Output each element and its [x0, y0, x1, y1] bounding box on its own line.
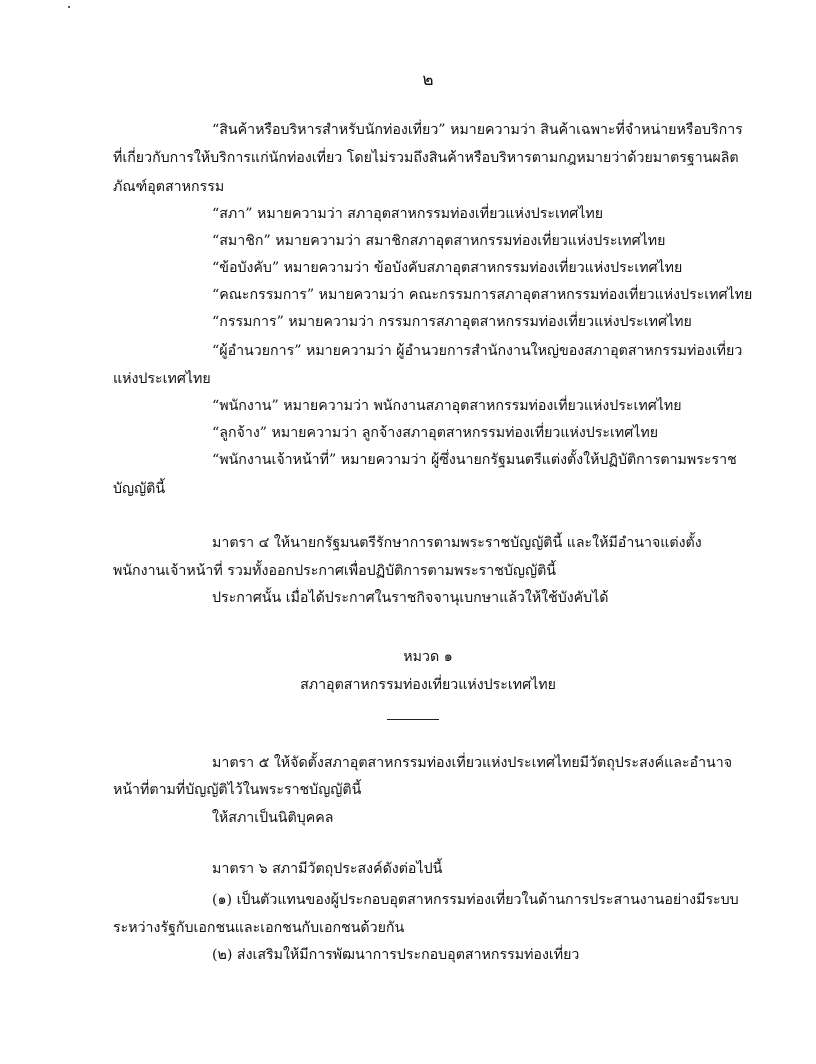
definition-line: “ลูกจ้าง” หมายความว่า ลูกจ้างสภาอุตสาหกรรมท่องเที่ยวแห่งประเทศไทย	[212, 425, 659, 441]
definition-line: “คณะกรรมการ” หมายความว่า คณะกรรมการสภาอุตสาหกรรมท่องเที่ยวแห่งประเทศไทย	[212, 287, 753, 303]
definition-line: “ข้อบังคับ” หมายความว่า ข้อบังคับสภาอุตสาหกรรมท่องเที่ยวแห่งประเทศไทย	[212, 260, 683, 276]
definition-line: “กรรมการ” หมายความว่า กรรมการสภาอุตสาหกรรมท่องเที่ยวแห่งประเทศไทย	[212, 314, 692, 330]
section-6-item: (๒) ส่งเสริมให้มีการพัฒนาการประกอบอุตสาหกรรมท่องเที่ยว	[212, 947, 580, 963]
definition-line: ภัณฑ์อุตสาหกรรม	[113, 179, 225, 195]
definition-line: “ผู้อำนวยการ” หมายความว่า ผู้อำนวยการสำนักงานใหญ่ของสภาอุตสาหกรรมท่องเที่ยว	[212, 343, 743, 359]
definition-line: “สินค้าหรือบริหารสำหรับนักท่องเที่ยว” หมายความว่า สินค้าเฉพาะที่จำหน่ายหรือบริการ	[212, 122, 743, 138]
section-4-line: ประกาศนั้น เมื่อได้ประกาศในราชกิจจานุเบกษาแล้วให้ใช้บังคับได้	[212, 590, 609, 606]
chapter-number: หมวด ๑	[403, 649, 453, 665]
definition-line: แห่งประเทศไทย	[113, 371, 211, 387]
definition-line: ที่เกี่ยวกับการให้บริการแก่นักท่องเที่ยว โดยไม่รวมถึงสินค้าหรือบริหารตามกฎหมายว่าด้วยมาตรฐานผลิต	[113, 150, 739, 166]
chapter-title: สภาอุตสาหกรรมท่องเที่ยวแห่งประเทศไทย	[300, 677, 556, 693]
definition-line: บัญญัตินี้	[113, 481, 166, 497]
section-5-line: มาตรา ๕ ให้จัดตั้งสภาอุตสาหกรรมท่องเที่ยวแห่งประเทศไทยมีวัตถุประสงค์และอำนาจ	[212, 755, 733, 771]
section-5-line: หน้าที่ตามที่บัญญัติไว้ในพระราชบัญญัตินี้	[113, 782, 362, 798]
section-6-item: (๑) เป็นตัวแทนของผู้ประกอบอุตสาหกรรมท่องเที่ยวในด้านการประสานงานอย่างมีระบบ	[212, 892, 739, 908]
definition-line: “สมาชิก” หมายความว่า สมาชิกสภาอุตสาหกรรมท่องเที่ยวแห่งประเทศไทย	[212, 233, 666, 249]
section-6-heading: มาตรา ๖ สภามีวัตถุประสงค์ดังต่อไปนี้	[212, 861, 443, 877]
page-number: ๒	[422, 70, 434, 90]
definition-line: “พนักงาน” หมายความว่า พนักงานสภาอุตสาหกรรมท่องเที่ยวแห่งประเทศไทย	[212, 398, 682, 414]
definition-line: “สภา” หมายความว่า สภาอุตสาหกรรมท่องเที่ยวแห่งประเทศไทย	[212, 206, 604, 222]
scan-speck	[68, 6, 70, 8]
section-4-line: พนักงานเจ้าหน้าที่ รวมทั้งออกประกาศเพื่อปฏิบัติการตามพระราชบัญญัตินี้	[113, 563, 556, 579]
section-4-line: มาตรา ๔ ให้นายกรัฐมนตรีรักษาการตามพระราชบัญญัตินี้ และให้มีอำนาจแต่งตั้ง	[212, 535, 702, 551]
section-6-item: ระหว่างรัฐกับเอกชนและเอกชนกับเอกชนด้วยกัน	[113, 920, 405, 936]
section-5-line: ให้สภาเป็นนิติบุคคล	[212, 810, 334, 826]
definition-line: “พนักงานเจ้าหน้าที่” หมายความว่า ผู้ซึ่งนายกรัฐมนตรีแต่งตั้งให้ปฏิบัติการตามพระราช	[212, 452, 737, 468]
chapter-divider	[387, 719, 439, 720]
